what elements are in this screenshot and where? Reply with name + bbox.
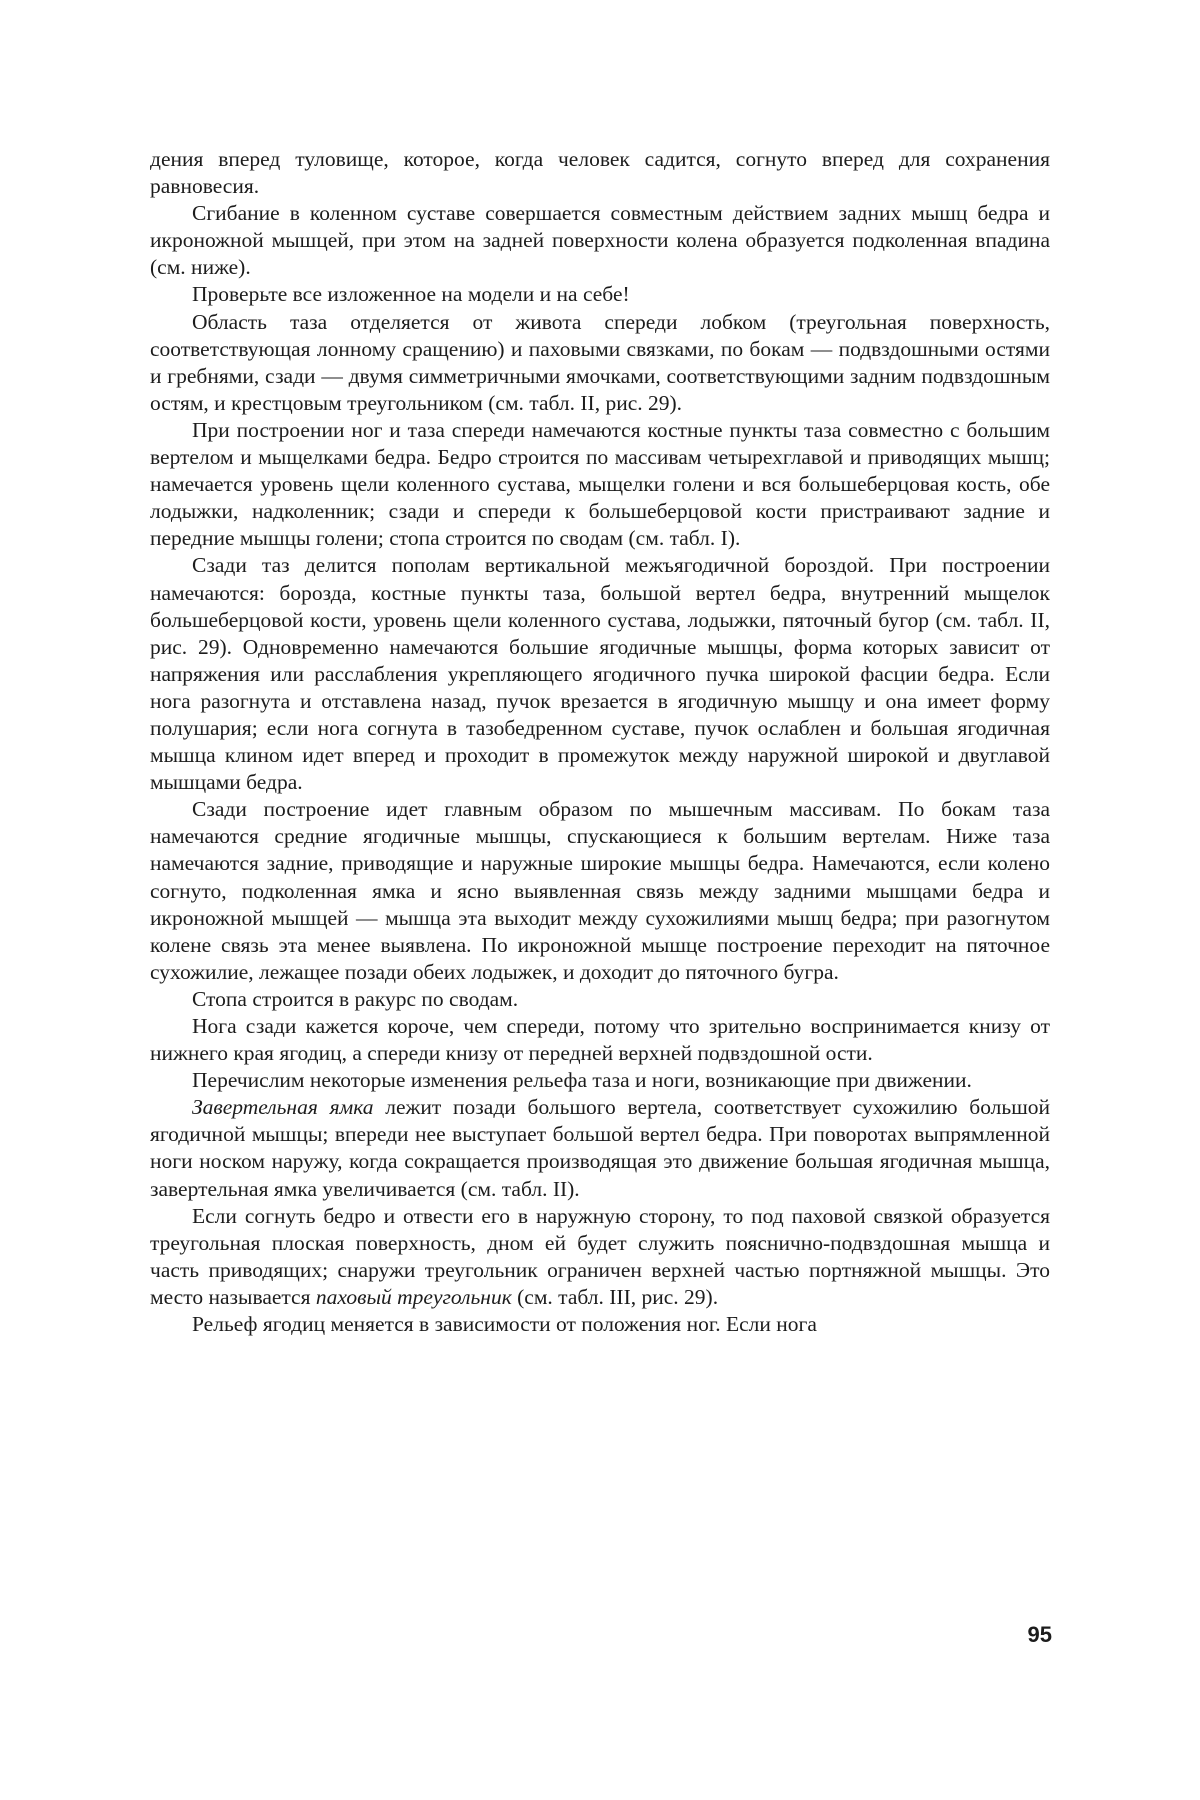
paragraph-buttocks-relief: Рельеф ягодиц меняется в зависимости от положения ног. Если нога — [192, 1312, 817, 1337]
paragraph-pelvis-region: Область таза отделяется от живота спереди лобком (треугольная поверхность, соответствующая лонному сращению) и паховыми связками, по бокам — подвздошными остями и гребнями, сзади — двумя симметричными ямочками, соответствующими задним подвздошным остям, и крестцовым треугольником (см. табл. II, рис. 29). — [150, 309, 1050, 415]
paragraph-back-muscles: Сзади построение идет главным образом по мышечным массивам. По бокам таза намечаются средние ягодичные мышцы, спускающиеся к большим вертелам. Ниже таза намечаются задние, приводящие и наружные широкие мышцы бедра. Намечаются, если колено согнуто, подколенная ямка и ясно выявленная связь между задними мышцами бедра и икроножной мышцей — мышца эта выходит между сухожилиями мышц бедра; при разогнутом колене связь эта менее выявлена. По икроножной мышце построение переходит на пяточное сухожилие, лежащее позади обеих лодыжек, и доходит до пяточного бугра. — [150, 797, 1050, 984]
inguinal-text-before: Если согнуть бедро и отвести его в наружную сторону, то под паховой связкой образуется треугольная плоская поверхность, дном ей будет служить пояснично-подвздошная мышца и часть приводящих; снаружи треугольник ограничен верхней частью портняжной мышцы. Это место называется — [150, 1203, 1050, 1309]
trochanteric-fossa-text: лежит позади большого вертела, соответствует сухожилию большой ягодичной мышцы; впереди нее выступает большой вертел бедра. При поворотах выпрямленной ноги носком наружу, когда сокращается производящая это движение большая ягодичная мышца, завертельная ямка увеличивается (см. табл. II). — [150, 1095, 1051, 1201]
page-number: 95 — [1027, 1622, 1052, 1647]
paragraph-trochanteric-fossa — [150, 1094, 1050, 1202]
paragraph-inguinal-triangle — [150, 1203, 1050, 1311]
paragraph-check-instruction: Проверьте все изложенное на модели и на себе! — [192, 282, 630, 307]
term-trochanteric-fossa: Завертельная ямка — [192, 1095, 374, 1120]
term-inguinal-triangle: паховый треугольник — [315, 1284, 512, 1309]
paragraph-front-construction: При построении ног и таза спереди намечаются костные пункты таза совместно с большим вертелом и мыщелками бедра. Бедро строится по массивам четырехглавой и приводящих мышц; намечается уровень щели коленного сустава, мыщелки голени и вся большеберцовая кость, обе лодыжки, надколенник; сзади и спереди к большеберцовой кости пристраивают задние и передние мышцы голени; стопа строится по сводам (см. табл. I). — [150, 417, 1050, 551]
body-text — [150, 146, 1050, 1338]
paragraph-knee-flexion: Сгибание в коленном суставе совершается совместным действием задних мышц бедра и икроножной мышцей, при этом на задней поверхности колена образуется подколенная впадина (см. ниже). — [150, 201, 1050, 280]
paragraph-continuation: дения вперед туловище, которое, когда человек садится, согнуто вперед для сохранения равновесия. — [150, 147, 1050, 199]
paragraph-leg-shorter: Нога сзади кажется короче, чем спереди, потому что зрительно воспринимается книзу от нижнего края ягодиц, а спереди книзу от передней верхней подвздошной ости. — [150, 1014, 1050, 1066]
paragraph-back-pelvis: Сзади таз делится пополам вертикальной межъягодичной бороздой. При построении намечаются: борозда, костные пункты таза, большой вертел бедра, внутренний мыщелок большеберцовой кости, уровень щели коленного сустава, лодыжки, пяточный бугор (см. табл. II, рис. 29). Одновременно намечаются большие ягодичные мышцы, форма которых зависит от напряжения или расслабления укрепляющего ягодичного пучка широкой фасции бедра. Если нога разогнута и отставлена назад, пучок врезается в ягодичную мышцу и она имеет форму полушария; если нога согнута в тазобедренном суставе, пучок ослаблен и большая ягодичная мышца клином идет вперед и проходит в промежуток между наружной широкой и двуглавой мышцами бедра. — [150, 553, 1050, 795]
inguinal-text-after: (см. табл. III, рис. 29). — [511, 1284, 719, 1309]
paragraph-list-changes: Перечислим некоторые изменения рельефа таза и ноги, возникающие при движении. — [192, 1068, 972, 1093]
paragraph-foot: Стопа строится в ракурс по сводам. — [192, 986, 519, 1011]
